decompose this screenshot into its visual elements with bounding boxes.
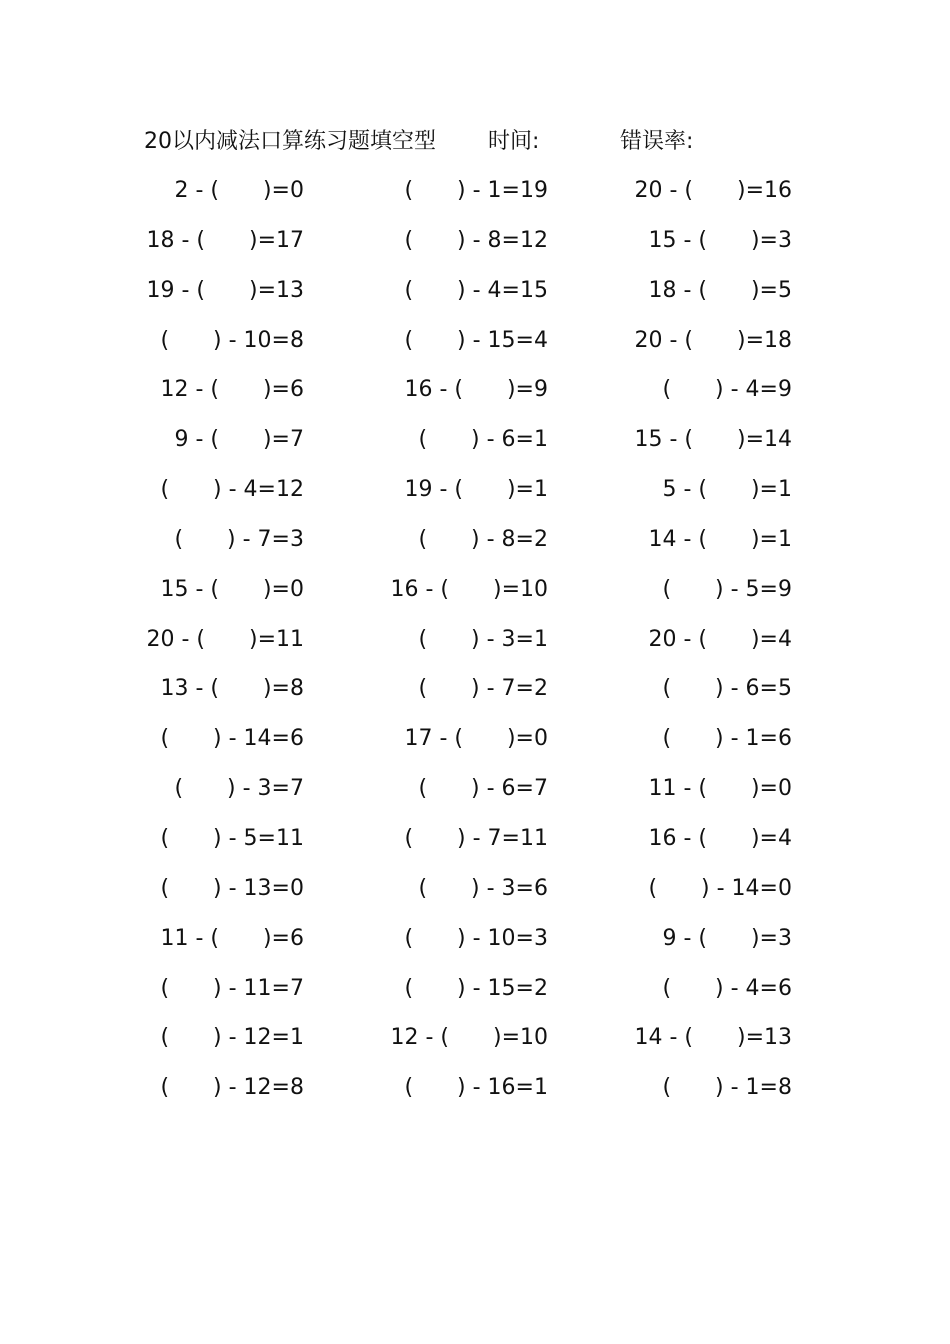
problem-item: 16 - ( )=4 — [648, 825, 792, 851]
problem-item: 19 - ( )=1 — [404, 477, 548, 503]
problem-row — [144, 814, 824, 864]
problem-item: 9 - ( )=3 — [662, 925, 792, 951]
problem-item: 15 - ( )=14 — [634, 427, 792, 453]
problem-item: 9 - ( )=7 — [174, 427, 304, 453]
problem-row — [144, 316, 824, 366]
problem-item: 14 - ( )=13 — [634, 1025, 792, 1051]
problem-item: 13 - ( )=8 — [160, 676, 304, 702]
problem-row — [144, 565, 824, 615]
problem-row — [144, 515, 824, 565]
problem-item: 17 - ( )=0 — [404, 726, 548, 752]
problem-item: 19 - ( )=13 — [146, 277, 304, 303]
problem-item: ( ) - 3=7 — [174, 776, 304, 802]
problem-item: ( ) - 15=4 — [404, 327, 548, 353]
time-label: 时间: — [488, 129, 540, 154]
problem-item: ( ) - 10=3 — [404, 925, 548, 951]
problem-row — [144, 964, 824, 1014]
problem-item: ( ) - 4=15 — [404, 277, 548, 303]
problem-item: ( ) - 3=1 — [418, 626, 548, 652]
problem-item: 20 - ( )=16 — [634, 178, 792, 203]
problem-row — [144, 615, 824, 665]
problem-item: ( ) - 14=0 — [648, 875, 792, 901]
problem-row — [144, 714, 824, 764]
problem-item: ( ) - 5=11 — [160, 825, 304, 851]
problem-item: ( ) - 4=9 — [662, 377, 792, 403]
problem-item: 18 - ( )=17 — [146, 227, 304, 253]
problem-item: 14 - ( )=1 — [648, 526, 792, 552]
problem-item: ( ) - 12=8 — [160, 1075, 304, 1101]
problem-item: 20 - ( )=11 — [146, 626, 304, 652]
problem-item: ( ) - 12=1 — [160, 1025, 304, 1051]
problem-item: 15 - ( )=0 — [160, 576, 304, 602]
problem-item: ( ) - 1=8 — [662, 1075, 792, 1101]
problem-item: ( ) - 5=9 — [662, 576, 792, 602]
problem-item: ( ) - 14=6 — [160, 726, 304, 752]
problem-item: ( ) - 7=3 — [174, 526, 304, 552]
problem-item: 15 - ( )=3 — [648, 227, 792, 253]
problem-item: 11 - ( )=6 — [160, 925, 304, 951]
problem-row — [144, 864, 824, 914]
problem-item: 20 - ( )=18 — [634, 327, 792, 353]
problem-row — [144, 1013, 824, 1063]
problem-row — [144, 166, 824, 216]
error-rate-label: 错误率: — [620, 129, 694, 154]
problem-item: ( ) - 1=19 — [404, 178, 548, 203]
problem-item: ( ) - 4=12 — [160, 477, 304, 503]
problem-item: 11 - ( )=0 — [648, 776, 792, 802]
problem-row — [144, 216, 824, 266]
problem-item: ( ) - 15=2 — [404, 975, 548, 1001]
problem-item: ( ) - 8=12 — [404, 227, 548, 253]
problem-row — [144, 415, 824, 465]
problem-row — [144, 365, 824, 415]
problem-item: ( ) - 6=1 — [418, 427, 548, 453]
problem-item: ( ) - 1=6 — [662, 726, 792, 752]
problem-row — [144, 1063, 824, 1113]
problem-item: ( ) - 13=0 — [160, 875, 304, 901]
problem-item: ( ) - 3=6 — [418, 875, 548, 901]
problem-row — [144, 664, 824, 714]
problem-item: ( ) - 7=11 — [404, 825, 548, 851]
problem-item: ( ) - 11=7 — [160, 975, 304, 1001]
problem-item: ( ) - 16=1 — [404, 1075, 548, 1101]
problem-item: ( ) - 4=6 — [662, 975, 792, 1001]
problem-item: 2 - ( )=0 — [174, 178, 304, 203]
problem-item: 5 - ( )=1 — [662, 477, 792, 503]
problem-row — [144, 465, 824, 515]
problem-item: ( ) - 6=7 — [418, 776, 548, 802]
problem-item: 16 - ( )=10 — [390, 576, 548, 602]
problem-item: 20 - ( )=4 — [648, 626, 792, 652]
worksheet-title: 20以内减法口算练习题填空型 — [144, 129, 436, 154]
problem-grid — [144, 166, 824, 1113]
problem-item: 12 - ( )=10 — [390, 1025, 548, 1051]
problem-item: 18 - ( )=5 — [648, 277, 792, 303]
problem-item: ( ) - 6=5 — [662, 676, 792, 702]
problem-row — [144, 764, 824, 814]
problem-row — [144, 266, 824, 316]
problem-item: 16 - ( )=9 — [404, 377, 548, 403]
problem-item: ( ) - 7=2 — [418, 676, 548, 702]
problem-row — [144, 914, 824, 964]
problem-item: ( ) - 10=8 — [160, 327, 304, 353]
problem-item: ( ) - 8=2 — [418, 526, 548, 552]
problem-item: 12 - ( )=6 — [160, 377, 304, 403]
worksheet-header — [144, 124, 824, 160]
